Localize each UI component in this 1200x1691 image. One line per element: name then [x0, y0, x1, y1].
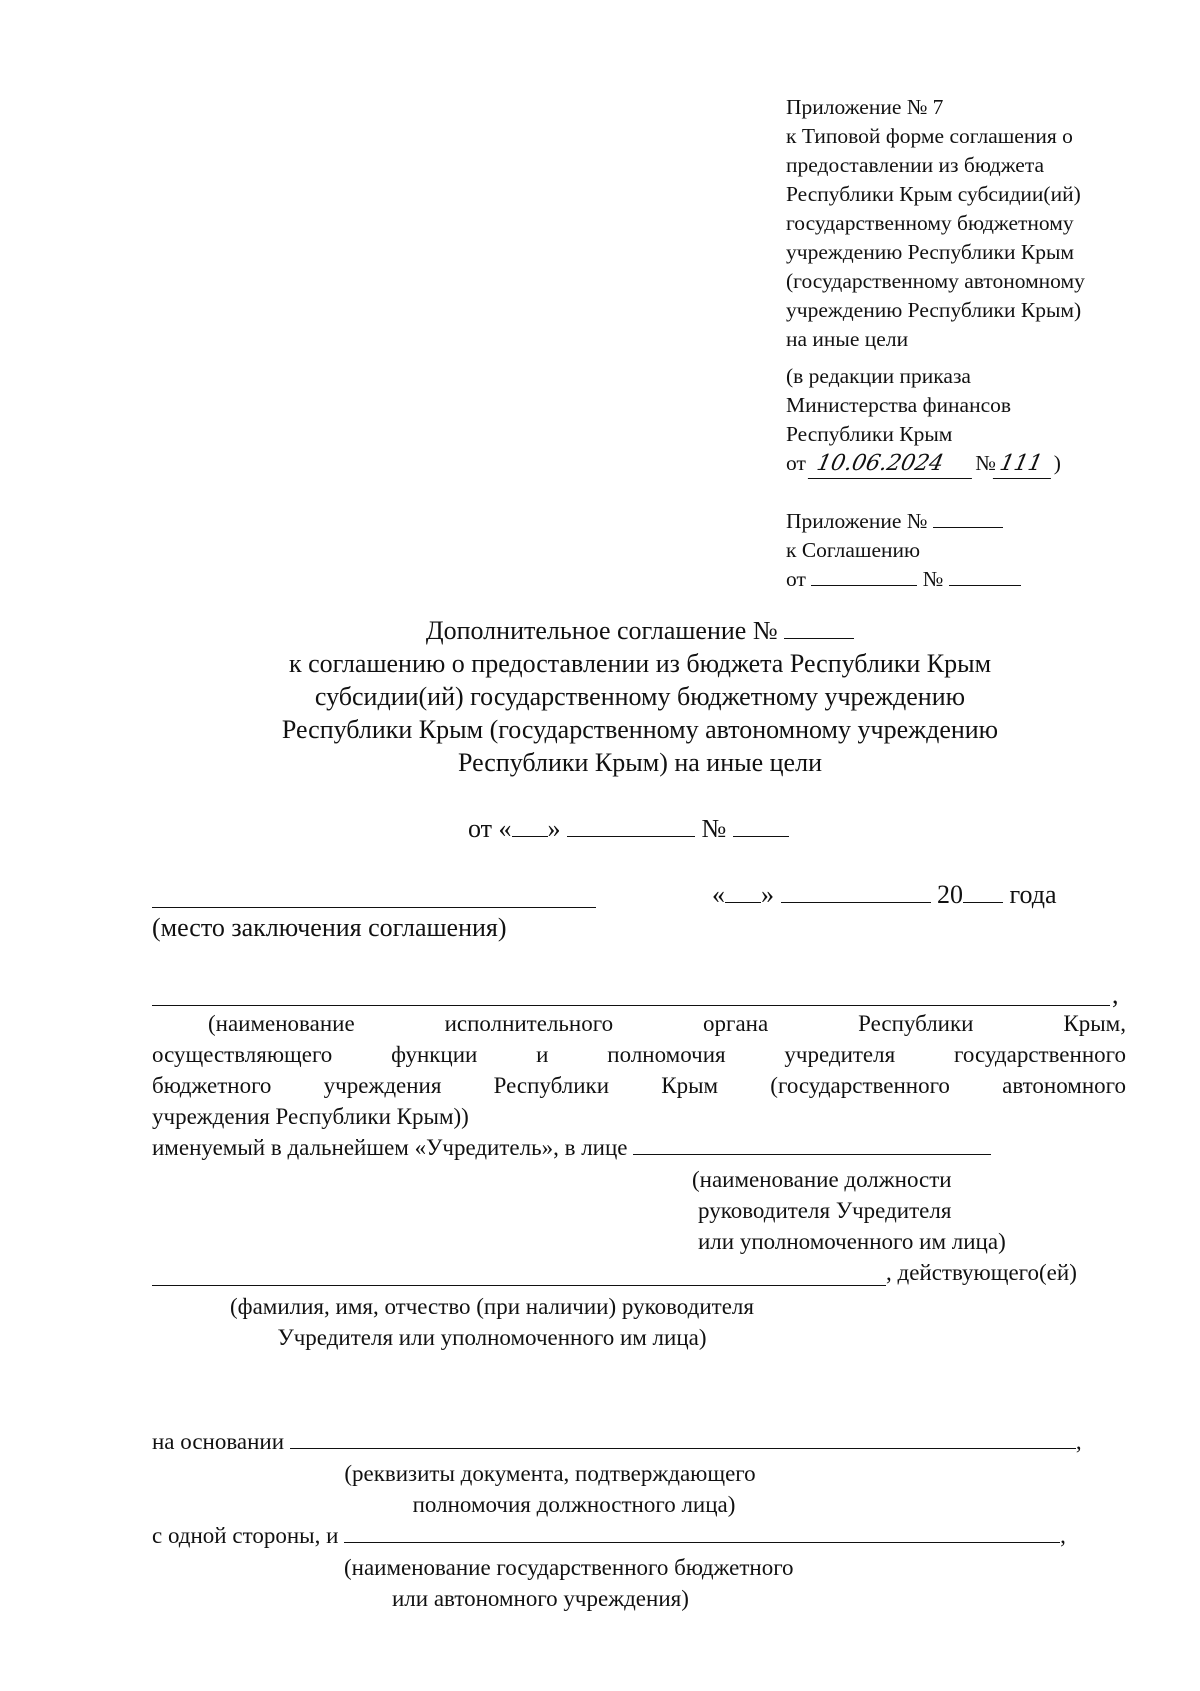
signing-year-suffix: года: [1009, 880, 1057, 909]
agreement-appendix-number-blank[interactable]: [933, 508, 1003, 528]
edition-number-label: №: [975, 451, 996, 475]
basis-document-blank[interactable]: [290, 1427, 1076, 1449]
appendix-line: на иные цели: [786, 327, 909, 351]
day-blank[interactable]: [512, 813, 548, 837]
date-number-line: [468, 812, 789, 845]
title-line-2: к соглашению о предоставлении из бюджета Республики Крым: [288, 649, 992, 678]
appendix-line: учреждению Республики Крым: [786, 240, 1075, 264]
founder-caption-line-3: бюджетного учреждения Республики Крым (государственного автономного: [152, 1073, 1126, 1098]
date-quote-close: »: [547, 814, 561, 843]
month-blank[interactable]: [567, 813, 695, 837]
edition-close-paren: ): [1053, 451, 1061, 475]
position-caption: [692, 1164, 1006, 1257]
appendix-line: учреждению Республики Крым): [786, 298, 1082, 322]
position-caption-line: руководителя Учредителя: [698, 1198, 952, 1223]
signing-day-blank[interactable]: [725, 879, 761, 903]
appendix-line: государственному бюджетному: [786, 211, 1074, 235]
institution-name-blank[interactable]: [344, 1521, 1060, 1543]
title-line-3: субсидии(ий) государственному бюджетному учреждению: [314, 682, 966, 711]
signing-date-row: [712, 878, 1057, 911]
agreement-appendix-label: Приложение №: [786, 509, 928, 533]
agreement-appendix-block: [786, 507, 1021, 594]
one-side-row: [152, 1520, 1066, 1551]
fio-caption-line: (фамилия, имя, отчество (при наличии) руководителя: [230, 1294, 754, 1319]
acting-label: , действующего(ей): [886, 1260, 1077, 1285]
appendix-line: Республики Крым субсидии(ий): [786, 182, 1081, 206]
signing-quote-open: «: [712, 880, 725, 909]
title-line-5: Республики Крым) на иные цели: [458, 748, 822, 777]
appendix-block: [786, 93, 1085, 354]
place-blank-line[interactable]: [152, 907, 596, 908]
founder-line-comma: ,: [1112, 980, 1119, 1009]
edition-date-handwritten: 10.06.2024: [808, 449, 978, 479]
place-caption: (место заключения соглашения): [152, 913, 507, 942]
document-caption-line: (реквизиты документа, подтверждающего: [344, 1461, 756, 1486]
founder-caption-line-4: учреждения Республики Крым)): [152, 1104, 469, 1129]
signing-month-blank[interactable]: [781, 879, 931, 903]
founder-caption-line-2: осуществляющего функции и полномочия учредителя государственного: [152, 1042, 1126, 1067]
edition-block: [786, 362, 1061, 479]
date-from-label: от «: [468, 814, 512, 843]
title-line-4: Республики Крым (государственному автономному учреждению: [281, 715, 999, 744]
edition-date-row: [786, 449, 1061, 479]
representative-position-blank[interactable]: [633, 1133, 991, 1155]
edition-from-label: от: [786, 451, 806, 475]
title-number-blank[interactable]: [784, 615, 854, 639]
institution-caption-line: или автономного учреждения): [392, 1586, 689, 1611]
named-as-row: [152, 1132, 991, 1163]
agreement-label: к Соглашению: [786, 538, 921, 562]
founder-caption: [152, 1008, 1126, 1132]
basis-label: на основании: [152, 1429, 285, 1454]
signing-year-prefix: 20: [937, 880, 963, 909]
position-caption-line: (наименование должности: [692, 1167, 952, 1192]
signing-quote-close: »: [761, 880, 774, 909]
founder-caption-line-1: (наименование исполнительного органа Республики Крым,: [208, 1011, 1126, 1036]
fio-blank-line[interactable]: [152, 1285, 886, 1286]
basis-row: [152, 1426, 1082, 1457]
basis-comma: ,: [1075, 1429, 1082, 1454]
appendix-line: (государственному автономному: [786, 269, 1085, 293]
agreement-from-label: от: [786, 567, 806, 591]
position-caption-line: или уполномоченного им лица): [698, 1229, 1006, 1254]
institution-comma: ,: [1060, 1523, 1066, 1548]
fio-caption: [152, 1291, 832, 1353]
date-no-label: №: [701, 814, 727, 843]
edition-line: (в редакции приказа: [786, 364, 971, 388]
institution-caption-line: (наименование государственного бюджетного: [344, 1555, 794, 1580]
edition-line: Министерства финансов: [786, 393, 1012, 417]
title-line-1: Дополнительное соглашение №: [425, 616, 778, 645]
agreement-no-label: №: [922, 567, 944, 591]
agreement-date-blank[interactable]: [811, 566, 917, 586]
document-title: [160, 614, 1120, 779]
signing-year-blank[interactable]: [963, 879, 1003, 903]
named-as-label: именуемый в дальнейшем «Учредитель», в лице: [152, 1135, 628, 1160]
agreement-number-blank[interactable]: [949, 566, 1021, 586]
fio-caption-line: Учредителя или уполномоченного им лица): [277, 1325, 707, 1350]
number-blank[interactable]: [733, 813, 789, 837]
document-caption-line: полномочия должностного лица): [412, 1492, 736, 1517]
appendix-line: к Типовой форме соглашения о: [786, 124, 1073, 148]
edition-line: Республики Крым: [786, 422, 953, 446]
appendix-line: Приложение № 7: [786, 95, 944, 119]
appendix-line: предоставлении из бюджета: [786, 153, 1045, 177]
edition-number-handwritten: 111: [993, 449, 1057, 479]
institution-caption: [344, 1552, 794, 1614]
one-side-label: с одной стороны, и: [152, 1523, 339, 1548]
document-caption: [290, 1458, 810, 1520]
founder-name-line[interactable]: [152, 1005, 1110, 1006]
